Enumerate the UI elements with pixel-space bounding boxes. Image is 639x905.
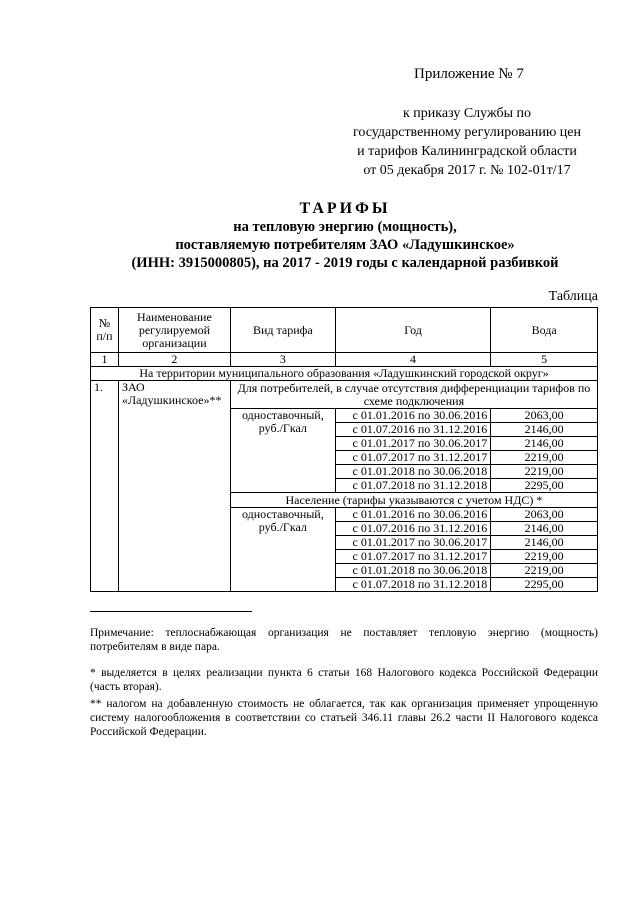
value-cell: 2146,00: [491, 423, 598, 437]
header-year: Год: [335, 308, 490, 353]
tariff-type-cell: одноставочный, руб./Гкал: [230, 508, 335, 592]
period-cell: с 01.01.2016 по 30.06.2016: [335, 409, 490, 423]
col-number: 5: [491, 353, 598, 367]
period-cell: с 01.01.2016 по 30.06.2016: [335, 508, 490, 522]
value-cell: 2219,00: [491, 550, 598, 564]
value-cell: 2146,00: [491, 522, 598, 536]
value-cell: 2063,00: [491, 508, 598, 522]
table-label: Таблица: [548, 289, 598, 304]
territory-row: [91, 367, 598, 381]
period-cell: с 01.07.2018 по 31.12.2018: [335, 479, 490, 493]
group2-title: Население (тарифы указываются с учетом НДС) *: [230, 493, 597, 508]
period-cell: с 01.01.2017 по 30.06.2017: [335, 437, 490, 451]
order-reference: [336, 104, 598, 180]
footnote-separator: [90, 611, 252, 612]
title-line: ТАРИФЫ: [299, 200, 391, 217]
period-cell: с 01.07.2016 по 31.12.2016: [335, 522, 490, 536]
tariff-table: [90, 307, 598, 592]
value-cell: 2219,00: [491, 451, 598, 465]
footnote-vat: * выделяется в целях реализации пункта 6 статьи 168 Налогового кодекса Российской Федерации (часть вторая).: [90, 667, 598, 693]
value-cell: 2295,00: [491, 578, 598, 592]
col-number: 3: [230, 353, 335, 367]
period-cell: с 01.07.2017 по 31.12.2017: [335, 451, 490, 465]
value-cell: 2063,00: [491, 409, 598, 423]
value-cell: 2146,00: [491, 437, 598, 451]
period-cell: с 01.07.2016 по 31.12.2016: [335, 423, 490, 437]
document-title: [90, 200, 600, 272]
org-name: ЗАО «Ладушкинское»**: [118, 381, 230, 592]
value-cell: 2295,00: [491, 479, 598, 493]
period-cell: с 01.07.2017 по 31.12.2017: [335, 550, 490, 564]
title-line: поставляемую потребителям ЗАО «Ладушкинское»: [175, 237, 515, 253]
column-number-row: [91, 353, 598, 367]
footnote-no-vat: ** налогом на добавленную стоимость не облагается, так как организация применяет упрощенную систему налогообложения в соответствии со статьей 346.11 главы 26.2 части II Налогового кодекса Российской Федерации.: [90, 698, 598, 738]
table-header-row: [91, 308, 598, 353]
header-num: № п/п: [91, 308, 119, 353]
order-line: государственному регулированию цен: [353, 125, 581, 140]
header-water: Вода: [491, 308, 598, 353]
period-cell: с 01.01.2018 по 30.06.2018: [335, 564, 490, 578]
value-cell: 2146,00: [491, 536, 598, 550]
order-line: от 05 декабря 2017 г. № 102-01т/17: [363, 163, 571, 178]
group1-title-row: [91, 381, 598, 409]
period-cell: с 01.07.2018 по 31.12.2018: [335, 578, 490, 592]
tariff-type-cell: одноставочный, руб./Гкал: [230, 409, 335, 493]
value-cell: 2219,00: [491, 465, 598, 479]
group1-title: Для потребителей, в случае отсутствия дифференциации тарифов по схеме подключения: [230, 381, 597, 409]
territory-cell: На территории муниципального образования «Ладушкинский городской округ»: [91, 367, 598, 381]
title-line: (ИНН: 3915000805), на 2017 - 2019 годы с календарной разбивкой: [131, 255, 559, 271]
order-line: к приказу Службы по: [403, 106, 531, 121]
col-number: 4: [335, 353, 490, 367]
period-cell: с 01.01.2018 по 30.06.2018: [335, 465, 490, 479]
col-number: 1: [91, 353, 119, 367]
order-line: и тарифов Калининградской области: [357, 144, 577, 159]
period-cell: с 01.01.2017 по 30.06.2017: [335, 536, 490, 550]
header-tariff-type: Вид тарифа: [230, 308, 335, 353]
appendix-label: Приложение № 7: [414, 66, 524, 82]
row-number: 1.: [91, 381, 119, 592]
title-line: на тепловую энергию (мощность),: [233, 219, 457, 235]
col-number: 2: [118, 353, 230, 367]
value-cell: 2219,00: [491, 564, 598, 578]
note-remark: Примечание: теплоснабжающая организация не поставляет тепловую энергию (мощность) потребителям в виде пара.: [90, 627, 598, 653]
header-org: Наименование регулируемой организации: [118, 308, 230, 353]
